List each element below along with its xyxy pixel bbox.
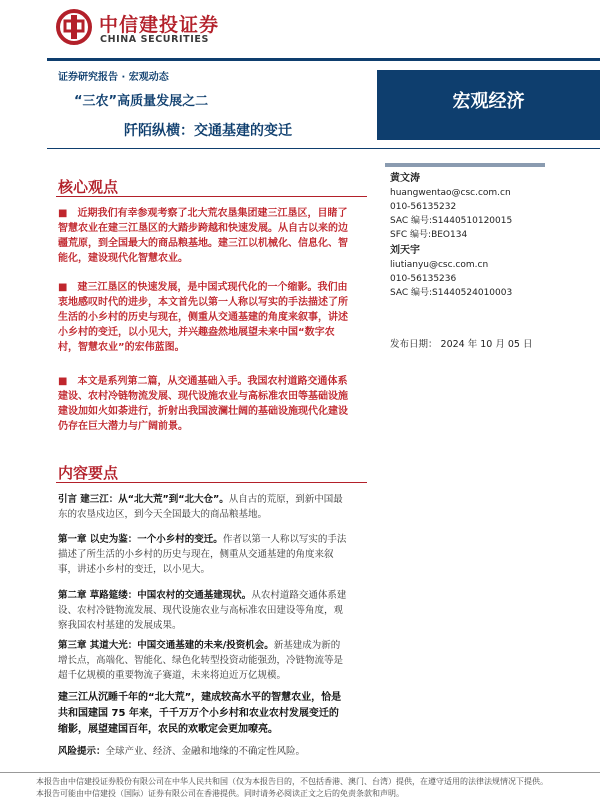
report-type: 证券研究报告 · 宏观动态 bbox=[58, 72, 169, 83]
paragraph-lead: 第三章 其道大光：中国交通基建的未来/投资机会。 bbox=[58, 640, 274, 651]
bullet-dot-icon: ■ bbox=[58, 208, 68, 219]
core-viewpoints-title: 核心观点 bbox=[58, 178, 119, 196]
core-bullet bbox=[58, 206, 348, 266]
category-label: 宏观经济 bbox=[452, 91, 525, 112]
core-bullet-text: 近期我们有幸参观考察了北大荒农垦集团建三江垦区，目睹了智慧农业在建三江垦区的大踏步跨越和快速发展。从自古以来的边疆荒原，到全国最大的商品粮基地。建三江以机械化、信息化、智能化，建设现代化智慧农业。 bbox=[58, 208, 348, 264]
analyst-panel bbox=[390, 170, 590, 300]
paragraph-body: 作者以第一人称以写实的手法描述了所生活的小乡村的历史与现在，侧重从交通基建的角度来叙事，讲述小乡村的变迁，以小见大。 bbox=[58, 534, 347, 575]
analyst-sac: SAC 编号:S1440510120015 bbox=[390, 216, 513, 226]
risk-body: 全球产业、经济、金融和地缘的不确定性风险。 bbox=[105, 746, 306, 757]
paragraph-lead: 第二章 草路筵缕：中国农村的交通基建现状。 bbox=[58, 590, 252, 601]
core-bullet bbox=[58, 280, 348, 355]
content-paragraph bbox=[58, 638, 348, 683]
analyst-sfc: SFC 编号:BEO134 bbox=[390, 230, 468, 240]
content-paragraph bbox=[58, 588, 348, 633]
disclaimer-footer bbox=[36, 776, 596, 800]
core-bullet-text: 建三江垦区的快速发展，是中国式现代化的一个缩影。我们由衷地感叹时代的进步，本文首先以第一人称以写实的手法描述了所生活的小乡村的历史与现在，侧重从交通基建的角度来叙事，讲述小乡村的变迁，以小见大，并兴趣盎然地展望未来中国“数字农村，智慧农业”的宏伟蓝图。 bbox=[58, 282, 348, 353]
section-rule bbox=[56, 196, 367, 197]
paragraph-body: 从农村道路交通体系建设、农村冷链物流发展、现代设施农业与高标准农田建设等角度，观察我国农村基建的发展成果。 bbox=[58, 590, 347, 631]
brand-name-en: CHINA SECURITIES bbox=[100, 34, 209, 45]
brand-name-cn: 中信建投证券 bbox=[99, 14, 220, 36]
paragraph-lead: 第一章 以史为鉴：一个小乡村的变迁。 bbox=[58, 534, 223, 545]
content-paragraph bbox=[58, 532, 348, 577]
risk-label: 风险提示： bbox=[58, 746, 106, 757]
analyst-name: 黄文涛 bbox=[390, 173, 420, 184]
paragraph-body: 新基建成为新的增长点，高端化、智能化、绿色化转型投资动能强劲，冷链物流等是超千亿规模的重要物流子赛道，未来将迫近万亿规模。 bbox=[58, 640, 344, 681]
core-bullet-text: 本文是系列第二篇，从交通基础入手。我国农村道路交通体系建设、农村冷链物流发展、现代设施农业与高标准农田等基础设施建设加如火如荼进行，折射出我国波澜壮阔的基础设施现代化建设仍存在巨大潜力与广阔前景。 bbox=[58, 376, 348, 432]
bullet-dot-icon: ■ bbox=[58, 376, 68, 387]
publish-date: 发布日期： 2024 年 10 月 05 日 bbox=[390, 339, 533, 350]
china-securities-logo-icon bbox=[56, 9, 92, 45]
header-rule bbox=[47, 58, 600, 61]
content-paragraph bbox=[58, 492, 348, 522]
sidebar-rule bbox=[385, 163, 545, 167]
paragraph-lead: 引言 建三江：从“北大荒”到“北大仓”。 bbox=[58, 494, 229, 505]
page-title: 阡陌纵横：交通基建的变迁 bbox=[124, 123, 292, 139]
analyst-phone: 010-56135232 bbox=[390, 202, 457, 212]
analyst-email[interactable]: liutianyu@csc.com.cn bbox=[390, 260, 489, 270]
header-divider bbox=[47, 148, 600, 149]
disclaimer-line: 本报告由中信建投证券股份有限公司在中华人民共和国（仅为本报告目的，不包括香港、澳门、台湾）提供，在遵守适用的法律法规情况下提供。 bbox=[36, 777, 548, 786]
analyst-email[interactable]: huangwentao@csc.com.cn bbox=[390, 188, 511, 198]
bullet-dot-icon: ■ bbox=[58, 282, 68, 293]
highlight-paragraph: 建三江从沉睡千年的“北大荒”，建成较高水平的智慧农业，恰是共和国建国 75 年来，千千万万个小乡村和农业农村发展变迁的缩影，展望建国百年，农民的欢歌定会更加嘹亮。 bbox=[58, 692, 342, 735]
analyst-phone: 010-56135236 bbox=[390, 274, 457, 284]
core-bullet bbox=[58, 374, 348, 434]
risk-warning bbox=[58, 744, 348, 759]
disclaimer-line: 本报告可能由中信建投（国际）证券有限公司在香港提供。同时请务必阅读正文之后的免责条款和声明。 bbox=[36, 789, 404, 798]
paragraph-body: 从自古的荒原，到新中国最东的农垦戍边区，到今天全国最大的商品粮基地。 bbox=[58, 494, 343, 520]
series-title: “三农”高质量发展之二 bbox=[74, 94, 209, 109]
content-points-title: 内容要点 bbox=[58, 464, 119, 482]
analyst-sac: SAC 编号:S1440524010003 bbox=[390, 288, 513, 298]
footer-rule bbox=[0, 772, 600, 773]
analyst-name: 刘天宇 bbox=[390, 245, 420, 256]
section-rule bbox=[56, 482, 367, 483]
